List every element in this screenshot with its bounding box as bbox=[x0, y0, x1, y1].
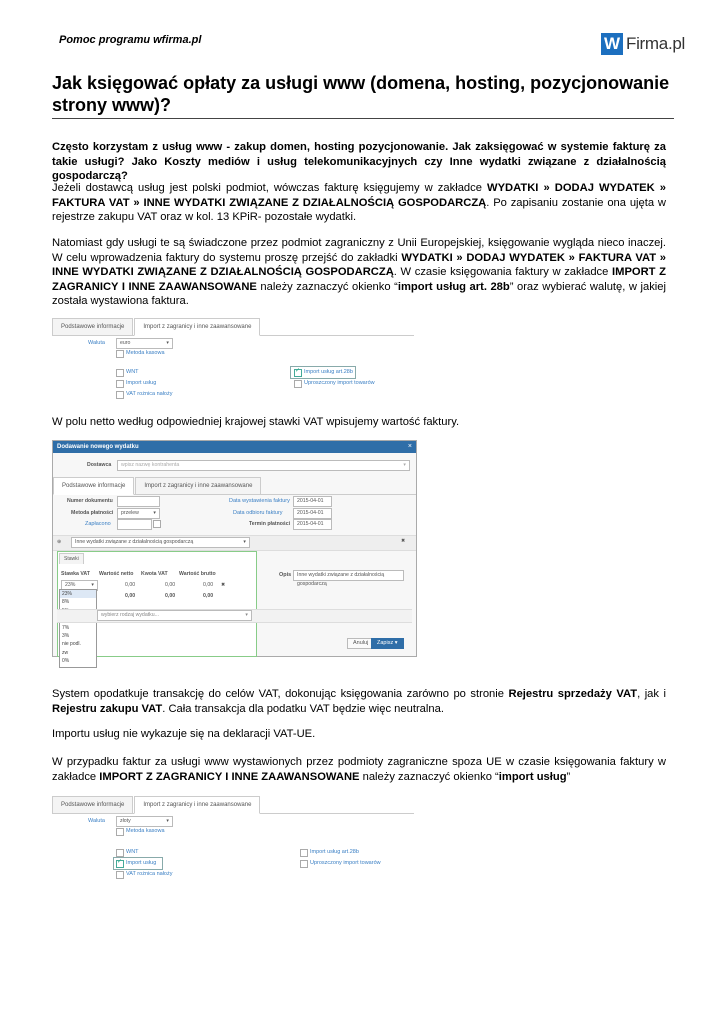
chevron-down-icon: ▾ bbox=[403, 462, 406, 468]
data-odbioru-label: Data odbioru faktury bbox=[233, 510, 283, 516]
nr-dokumentu-label: Numer dokumentu bbox=[67, 498, 113, 504]
waluta-select[interactable]: euro ▾ bbox=[116, 338, 173, 349]
metoda-kasowa-checkbox[interactable] bbox=[116, 350, 124, 358]
sum-netto: 0,00 bbox=[125, 593, 136, 599]
import-uslug-checkbox[interactable] bbox=[116, 380, 124, 388]
import-28b-label: Import usług art.28b bbox=[304, 369, 353, 375]
wfirma-logo bbox=[601, 33, 685, 55]
uproszczony-checkbox[interactable] bbox=[300, 860, 308, 868]
wnt-checkbox[interactable] bbox=[116, 369, 124, 377]
chevron-down-icon: ▾ bbox=[245, 612, 248, 618]
import-28b-checkbox[interactable] bbox=[300, 849, 308, 857]
col-kwota-vat: Kwota VAT bbox=[141, 571, 168, 577]
vat-rate-option[interactable]: 3% bbox=[62, 633, 70, 640]
stawka-select[interactable]: 23% ▾ bbox=[61, 580, 98, 591]
chevron-down-icon: ▾ bbox=[166, 818, 169, 824]
tab-basic-info[interactable]: Podstawowe informacje bbox=[53, 477, 134, 495]
paragraph-vat-ue: Importu usług nie wykazuje się na deklaracji VAT-UE. bbox=[52, 728, 316, 740]
row-netto[interactable]: 0,00 bbox=[125, 582, 136, 588]
row-kwota[interactable]: 0,00 bbox=[165, 582, 176, 588]
import-uslug-label: Import usług bbox=[126, 860, 157, 866]
vat-naliczony-label: VAT rożnica nałoży bbox=[126, 391, 173, 397]
kategoria-select[interactable]: Inne wydatki związane z działalnością gospodarczą ▾ bbox=[71, 537, 250, 548]
tab-basic-info[interactable]: Podstawowe informacje bbox=[52, 318, 133, 335]
vat-naliczony-label: VAT rożnica nałoży bbox=[126, 871, 173, 877]
tab-import-advanced[interactable]: Import z zagranicy i inne zaawansowane bbox=[134, 318, 260, 336]
vat-rate-option[interactable]: zw bbox=[62, 649, 69, 656]
wnt-label: WNT bbox=[126, 849, 139, 855]
close-icon[interactable]: ✖ bbox=[401, 538, 406, 544]
nr-dokumentu-input[interactable] bbox=[117, 496, 160, 507]
paragraph-polish-supplier: Jeżeli dostawcą usług jest polski podmiot, wówczas fakturę księgujemy w zakładce WYDATKI » DODAJ WYDATEK » FAKTURA VAT » INNE WYDATKI ZWIĄZANE Z DZIAŁALNOŚCIĄ GOSPODARCZĄ. Po zapisaniu zostanie ona ujęta w rejestrze zakupu VAT oraz w kol. 13 KPiR- pozostałe wydatki. bbox=[52, 182, 666, 223]
data-odbioru-input[interactable]: 2015-04-01 bbox=[293, 508, 332, 519]
vat-rate-option[interactable]: 8% bbox=[62, 599, 70, 606]
screenshot-import-28b bbox=[52, 318, 414, 402]
col-stawka-vat: Stawka VAT bbox=[61, 571, 90, 577]
waluta-label: Waluta bbox=[88, 340, 105, 346]
save-button[interactable]: Zapisz ▾ bbox=[371, 638, 404, 649]
uproszczony-label: Uproszczony import towarów bbox=[304, 380, 375, 386]
help-header: Pomoc programu wfirma.pl bbox=[59, 34, 202, 46]
info-icon: ⊕ bbox=[57, 539, 62, 545]
chevron-down-icon: ▾ bbox=[153, 510, 156, 516]
modal-title: Dodawanie nowego wydatku bbox=[53, 441, 416, 453]
uproszczony-label: Uproszczony import towarów bbox=[310, 860, 381, 866]
page-title: Jak księgować opłaty za usługi www (domena, hosting, pozycjonowanie strony www)? bbox=[52, 72, 674, 119]
vat-naliczony-checkbox[interactable] bbox=[116, 871, 124, 879]
screenshot-add-expense-modal bbox=[52, 440, 417, 665]
vat-naliczony-checkbox[interactable] bbox=[116, 391, 124, 399]
import-uslug-label: Import usług bbox=[126, 380, 157, 386]
logo-text: Firma.pl bbox=[626, 34, 685, 53]
sum-brutto: 0,00 bbox=[203, 593, 214, 599]
termin-platnosci-input[interactable]: 2015-04-01 bbox=[293, 519, 332, 530]
col-brutto: Wartość brutto bbox=[179, 571, 216, 577]
chevron-down-icon: ▾ bbox=[243, 539, 246, 545]
tab-import-advanced[interactable]: Import z zagranicy i inne zaawansowane bbox=[134, 796, 260, 814]
metoda-platnosci-select[interactable]: przelew ▾ bbox=[117, 508, 160, 519]
tab-stawki[interactable]: Stawki bbox=[59, 553, 84, 564]
zaplacono-label: Zapłacono bbox=[85, 521, 111, 527]
import-28b-label: Import usług art.28b bbox=[310, 849, 359, 855]
metoda-kasowa-label: Metoda kasowa bbox=[126, 350, 165, 356]
vat-rate-option[interactable]: 7% bbox=[62, 624, 70, 631]
import-uslug-checkbox[interactable] bbox=[116, 860, 124, 868]
paragraph-non-eu: W przypadku faktur za usługi www wystawionych przez podmioty zagraniczne spoza UE w czasie księgowania faktury w zakładce IMPORT Z ZAGRANICY I INNE ZAAWANSOWANE należy zaznaczyć okienko “import usług” bbox=[52, 756, 666, 783]
sum-kwota: 0,00 bbox=[165, 593, 176, 599]
termin-platnosci-label: Termin płatności bbox=[249, 521, 291, 527]
opis-label: Opis bbox=[279, 572, 292, 578]
tab-basic-info[interactable]: Podstawowe informacje bbox=[52, 796, 133, 813]
metoda-kasowa-label: Metoda kasowa bbox=[126, 828, 165, 834]
metoda-kasowa-checkbox[interactable] bbox=[116, 828, 124, 836]
waluta-label: Waluta bbox=[88, 818, 105, 824]
screenshot-import-uslug bbox=[52, 796, 414, 882]
zaplacono-input[interactable] bbox=[117, 519, 152, 530]
rodzaj-select[interactable]: wybierz rodzaj wydatku... ▾ bbox=[97, 610, 252, 621]
uproszczony-checkbox[interactable] bbox=[294, 380, 302, 388]
paragraph-eu-supplier: Natomiast gdy usługi te są świadczone przez podmiot zagraniczny z Unii Europejskiej, księgowanie wygląda nieco inaczej. W celu wprowadzenia faktury do systemu proszę przejść do zakładki WYDATKI » DODAJ WYDATEK » FAKTURA VAT » INNE WYDATKI ZWIĄZANE Z DZIAŁALNOŚCIĄ GOSPODARCZĄ. W czasie księgowania faktury w zakładce IMPORT Z ZAGRANICY I INNE ZAAWANSOWANE należy zaznaczyć okienko “import usług art. 28b” oraz wybierać walutę, w jakiej została wystawiona faktura. bbox=[52, 237, 667, 307]
import-28b-checkbox[interactable] bbox=[294, 369, 302, 377]
row-brutto[interactable]: 0,00 bbox=[203, 582, 214, 588]
chevron-down-icon: ▾ bbox=[91, 582, 94, 588]
dostawca-label: Dostawca bbox=[87, 462, 112, 468]
opis-input[interactable]: Inne wydatki związane z działalnością gospodarczą bbox=[293, 570, 404, 581]
tab-import-advanced[interactable]: Import z zagranicy i inne zaawansowane bbox=[135, 477, 261, 494]
wnt-checkbox[interactable] bbox=[116, 849, 124, 857]
data-wystawienia-label: Data wystawienia faktury bbox=[229, 498, 290, 504]
vat-rate-option[interactable]: 0% bbox=[62, 658, 70, 665]
delete-row-icon[interactable]: ✖ bbox=[221, 582, 226, 588]
dostawca-input[interactable]: wpisz nazwę kontrahenta ▾ bbox=[117, 460, 410, 471]
chevron-down-icon: ▾ bbox=[166, 340, 169, 346]
logo-w-icon: W bbox=[601, 33, 623, 55]
zaplacono-checkbox[interactable] bbox=[153, 520, 161, 528]
question-paragraph: Często korzystam z usług www - zakup domen, hosting pozycjonowanie. Jak zaksięgować w systemie fakturę za takie usługi? Jako Koszty mediów i usług telekomunikacyjnych czy Inne wydatki związane z działalnością gospodarczą? bbox=[52, 141, 666, 182]
wnt-label: WNT bbox=[126, 369, 139, 375]
paragraph-netto: W polu netto według odpowiedniej krajowej stawki VAT wpisujemy wartość faktury. bbox=[52, 416, 460, 428]
waluta-select[interactable]: złoty ▾ bbox=[116, 816, 173, 827]
paragraph-system: System opodatkuje transakcję do celów VAT, dokonując księgowania zarówno po stronie Rejestru sprzedaży VAT, jak i Rejestru zakupu VAT. Cała transakcja dla podatku VAT będzie więc neutralna. bbox=[52, 688, 666, 715]
col-netto: Wartość netto bbox=[99, 571, 134, 577]
vat-rate-dropdown[interactable] bbox=[59, 589, 97, 668]
vat-rate-option[interactable]: nie podl. bbox=[62, 641, 81, 648]
vat-rate-option[interactable]: 23% bbox=[60, 590, 96, 598]
cancel-button[interactable]: Anuluj bbox=[347, 638, 374, 649]
close-icon[interactable]: × bbox=[407, 443, 412, 450]
metoda-platnosci-label: Metoda płatności bbox=[71, 510, 114, 516]
data-wystawienia-input[interactable]: 2015-04-01 bbox=[293, 496, 332, 507]
